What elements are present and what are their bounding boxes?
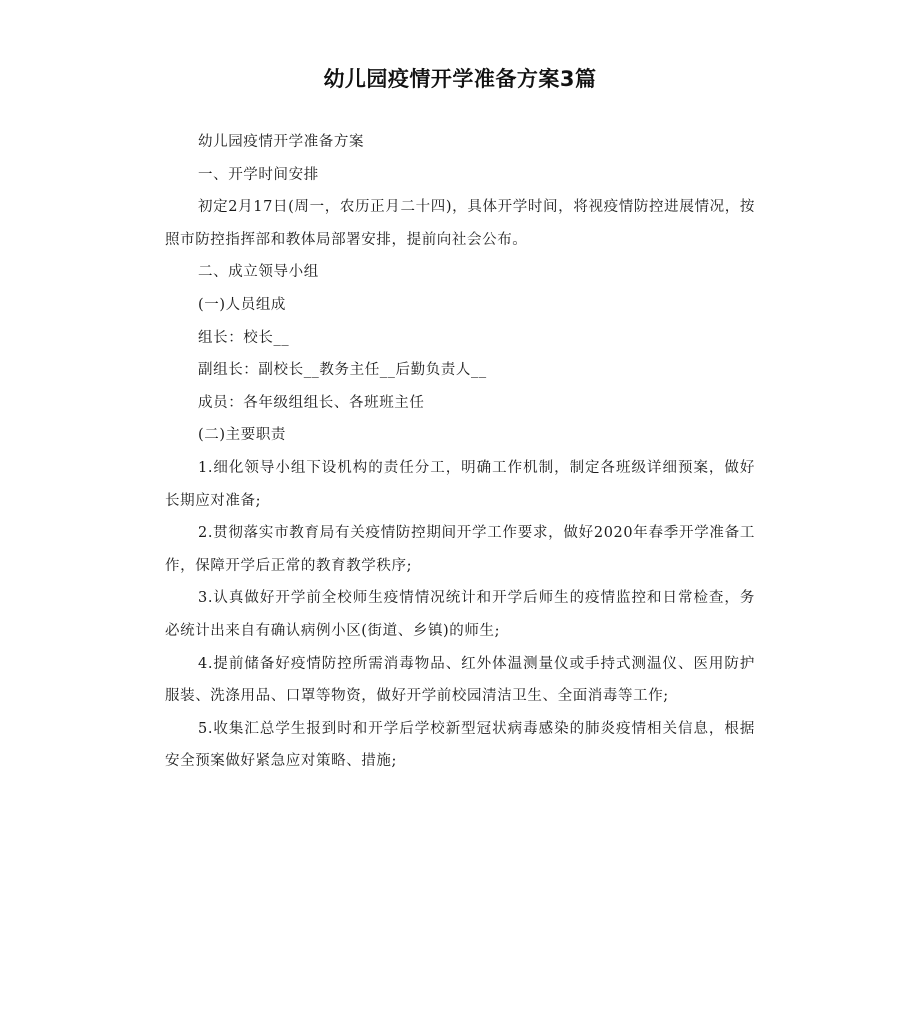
paragraph-subsection-duties: (二)主要职责 — [198, 427, 287, 444]
paragraph-plan-heading: 幼儿园疫情开学准备方案 — [198, 134, 365, 150]
paragraph-section-2-heading: 二、成立领导小组 — [198, 264, 319, 281]
paragraph-duty-3: 3.认真做好开学前全校师生疫情情况统计和开学后师生的疫情监控和日常检查，务必统计出来自有确认病例小区(街道、乡镇)的师生; — [165, 590, 755, 639]
paragraph-duty-2: 2.贯彻落实市教育局有关疫情防控期间开学工作要求，做好2020年春季开学准备工作，保障开学后正常的教育教学秩序; — [165, 525, 755, 574]
paragraph-members: 成员：各年级组组长、各班班主任 — [198, 394, 425, 411]
paragraph-duty-5: 5.收集汇总学生报到时和开学后学校新型冠状病毒感染的肺炎疫情相关信息，根据安全预案做好紧急应对策略、措施; — [165, 720, 755, 770]
document-body — [165, 126, 755, 778]
paragraph-schedule: 初定2月17日(周一，农历正月二十四)，具体开学时间，将视疫情防控进展情况，按照市防控指挥部和教体局部署安排，提前向社会公布。 — [165, 199, 755, 248]
paragraph-subsection-members: (一)人员组成 — [198, 296, 287, 313]
paragraph-duty-1: 1.细化领导小组下设机构的责任分工，明确工作机制，制定各班级详细预案，做好长期应对准备; — [165, 459, 755, 509]
paragraph-duty-4: 4.提前储备好疫情防控所需消毒物品、红外体温测量仪或手持式测温仪、医用防护服装、洗涤用品、口罩等物资，做好开学前校园清洁卫生、全面消毒等工作; — [165, 655, 755, 705]
document-title: 幼儿园疫情开学准备方案3篇 — [323, 67, 597, 91]
paragraph-section-1-heading: 一、开学时间安排 — [198, 166, 319, 183]
paragraph-deputy-leaders: 副组长：副校长__教务主任__后勤负责人__ — [198, 362, 487, 379]
paragraph-leader: 组长：校长__ — [198, 329, 290, 346]
